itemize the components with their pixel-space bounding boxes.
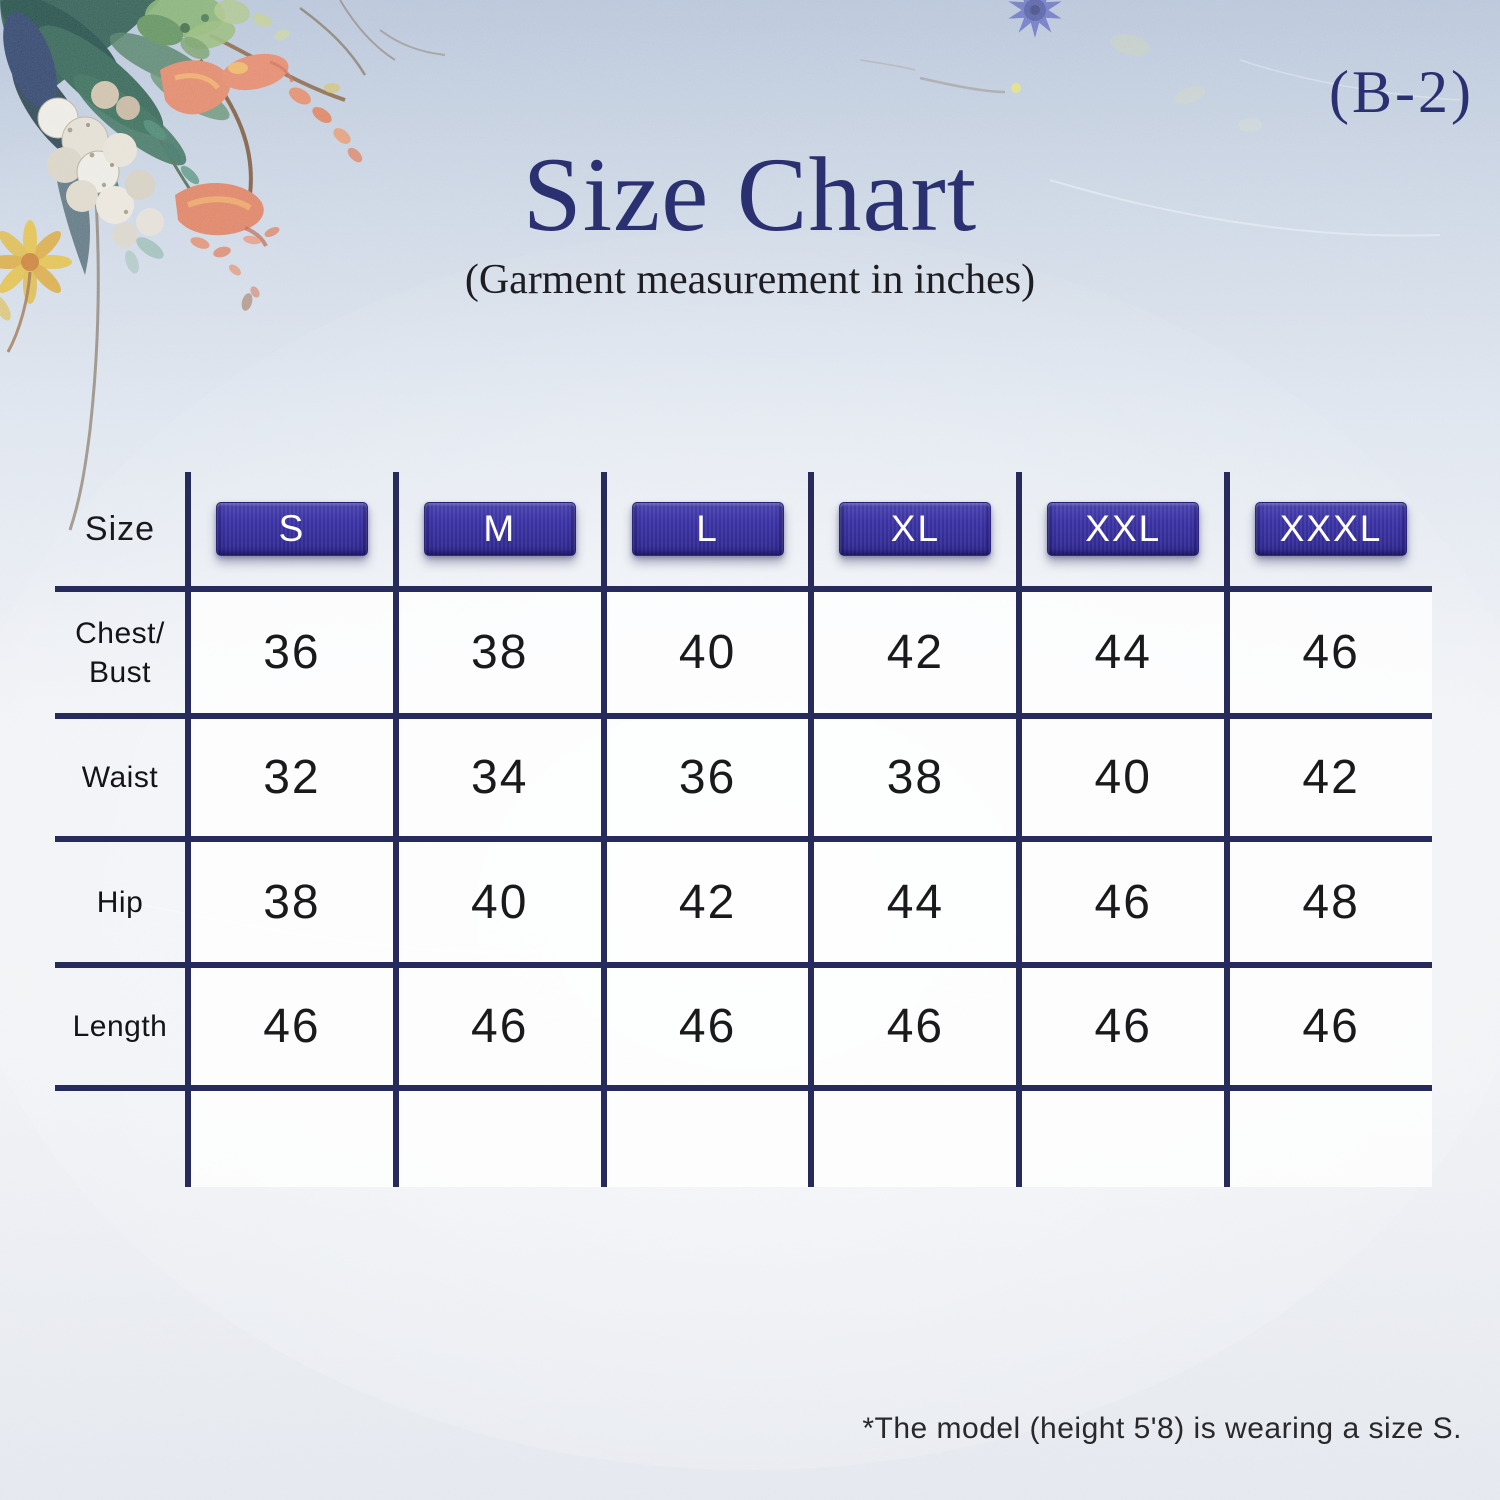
cell-value: 40 — [1094, 751, 1152, 804]
table-row-hip — [55, 836, 1432, 962]
size-table — [55, 472, 1432, 1187]
cell-value: 40 — [678, 626, 737, 679]
cell-value: 46 — [1094, 1000, 1152, 1053]
cell-value: 40 — [471, 875, 529, 929]
cell-value: 46 — [1094, 875, 1152, 929]
size-badge-xxl: XXL — [1047, 502, 1199, 556]
cell-value: 42 — [1302, 751, 1360, 804]
size-header-row — [55, 472, 1432, 586]
page-code-label: (B-2) — [1329, 59, 1474, 125]
cell-value: 46 — [678, 1000, 737, 1053]
cell-value: 46 — [1302, 1000, 1360, 1053]
size-badge-m: M — [424, 502, 576, 556]
row-label: Chest/ Bust — [75, 616, 165, 689]
corner-label: Size — [84, 509, 156, 548]
cell-value: 38 — [471, 626, 529, 679]
cell-value: 42 — [678, 875, 737, 929]
page-subtitle: (Garment measurement in inches) — [464, 257, 1036, 303]
size-badge-xxxl: XXXL — [1255, 502, 1407, 556]
cell-value: 38 — [886, 751, 945, 804]
cell-value: 46 — [263, 1000, 321, 1053]
size-badge-xl: XL — [839, 502, 991, 556]
cell-value: 34 — [471, 751, 529, 804]
cell-value: 48 — [1302, 875, 1360, 929]
page-title: Size Chart — [522, 136, 978, 253]
cell-value: 44 — [1094, 626, 1152, 679]
model-size-footnote: *The model (height 5'8) is wearing a size S. — [862, 1412, 1462, 1445]
cell-value: 38 — [263, 875, 321, 929]
table-row-length — [55, 962, 1432, 1085]
corner-cell — [55, 472, 185, 586]
cell-value: 44 — [886, 875, 945, 929]
row-label: Hip — [96, 885, 144, 919]
cell-value: 46 — [886, 1000, 945, 1053]
cell-value: 36 — [678, 751, 737, 804]
cell-value: 46 — [471, 1000, 529, 1053]
cell-value: 36 — [263, 626, 321, 679]
table-row-chest-bust — [55, 586, 1432, 713]
cell-value: 32 — [263, 751, 321, 804]
table-row-waist — [55, 713, 1432, 836]
row-label: Length — [72, 1010, 168, 1043]
size-badge-l: L — [632, 502, 784, 556]
table-row-empty — [55, 1085, 1432, 1187]
cell-value: 42 — [886, 626, 945, 679]
cell-value: 46 — [1302, 626, 1360, 679]
row-label: Waist — [81, 761, 159, 794]
size-badge-s: S — [216, 502, 368, 556]
